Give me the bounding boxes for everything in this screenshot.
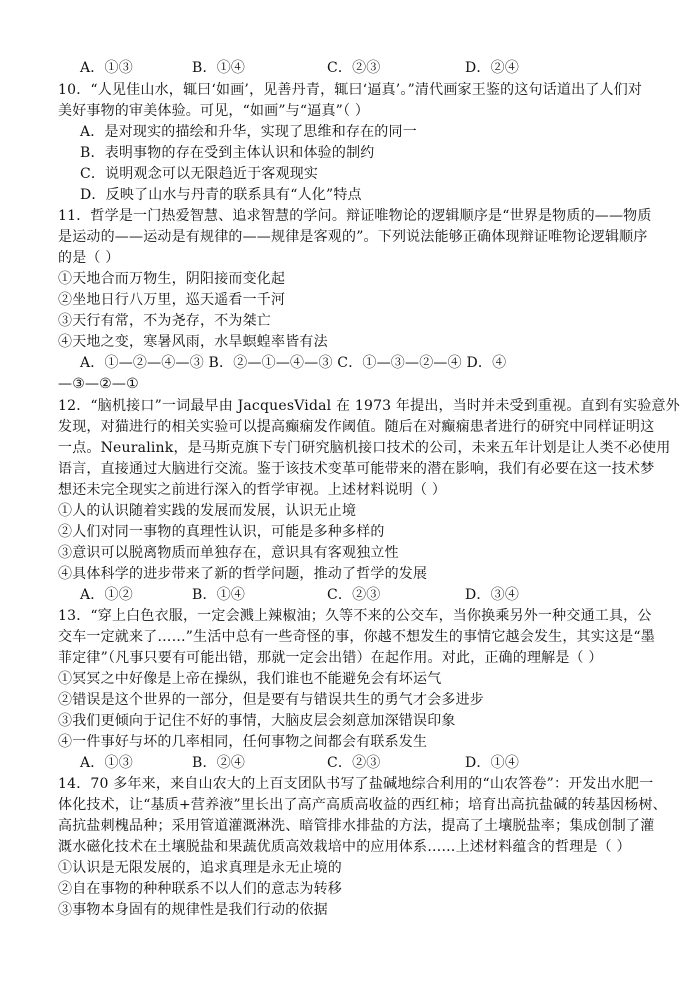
q12-option-d[interactable]: D．③④: [465, 587, 520, 603]
q12-item-1: ①人的认识随着实践的发展而发展，认识无止境: [58, 503, 357, 519]
q12-options: [80, 585, 640, 606]
q12-stem-line-5: 想还未完全现实之前进行深入的哲学审视。上述材料说明（ ）: [58, 482, 447, 498]
q13-item-1: ①冥冥之中好像是上帝在操纵，我们谁也不能避免会有坏运气: [58, 671, 442, 687]
q9-options: [80, 58, 640, 79]
q14-item-3: ③事物本身固有的规律性是我们行动的依据: [58, 902, 328, 918]
q11-stem-line-1: 11．哲学是一门热爱智慧、追求智慧的学问。辩证唯物论的逻辑顺序是“世界是物质的——物质: [58, 208, 652, 224]
q13-option-c[interactable]: C．②③: [327, 755, 381, 771]
q13-option-d[interactable]: D．①④: [465, 755, 520, 771]
q13-stem-line-1: 13．“穿上白色衣服，一定会溅上辣椒油；久等不来的公交车，当你换乘另外一种交通工具，公: [58, 608, 652, 624]
q12-stem-line-3: 一点。Neuralink，是马斯克旗下专门研究脑机接口技术的公司，未来五年计划是让人类不必使用: [58, 440, 671, 456]
q9-option-c[interactable]: C．②③: [327, 60, 381, 76]
q13-stem-line-2: 交车一定就来了……”生活中总有一些奇怪的事，你越不想发生的事情它越会发生，其实这是“墨: [58, 629, 655, 645]
q12-item-2: ②人们对同一事物的真理性认识，可能是多种多样的: [58, 524, 385, 540]
q13-item-2: ②错误是这个世界的一部分，但是要有与错误共生的勇气才会多进步: [58, 692, 484, 708]
q11-options-line-2[interactable]: —③—②—①: [58, 376, 139, 392]
q12-stem-line-1: 12．“脑机接口”一词最早由 JacquesVidal 在 1973 年提出，当时并未受到重视。直到有实验意外: [58, 398, 680, 414]
q13-item-4: ④一件事好与坏的几率相同，任何事物之间都会有联系发生: [58, 734, 428, 750]
q13-option-a[interactable]: A．①③: [80, 755, 133, 771]
q11-stem-line-3: 的是（ ）: [58, 250, 120, 266]
q14-stem-line-4: 溉水磁化技术在土壤脱盐和果蔬优质高效栽培中的应用体系……上述材料蕴含的哲理是（ ）: [58, 839, 631, 855]
q11-item-2: ②坐地日行八万里，巡天遥看一千河: [58, 292, 286, 308]
q10-stem-line-2: 美好事物的审美体验。可见，“如画”与“逼真”（ ）: [58, 103, 370, 119]
q9-option-a[interactable]: A．①③: [80, 60, 133, 76]
q12-option-c[interactable]: C．②③: [327, 587, 381, 603]
q10-stem-line-1: 10．“人见佳山水，辄曰‘如画’，见善丹青，辄曰‘逼真’。”清代画家王鉴的这句话道出了人们对: [58, 82, 643, 98]
q9-option-d[interactable]: D．②④: [465, 60, 520, 76]
q11-item-3: ③天行有常，不为尧存，不为桀亡: [58, 313, 271, 329]
q12-item-3: ③意识可以脱离物质而单独存在，意识具有客观独立性: [58, 545, 399, 561]
q10-choice-d[interactable]: D．反映了山水与丹青的联系具有“人化”特点: [80, 187, 362, 203]
q14-stem-line-2: 体化技术，让“基质+营养液”里长出了高产高质高收益的西红柿；培育出高抗盐碱的转基因杨树、: [58, 797, 667, 813]
q10-choice-b[interactable]: B．表明事物的存在受到主体认识和体验的制约: [80, 145, 375, 161]
q11-stem-line-2: 是运动的——运动是有规律的——规律是客观的”。下列说法能够正确体现辩证唯物论逻辑顺序: [58, 229, 648, 245]
q12-option-a[interactable]: A．①②: [80, 587, 133, 603]
q13-stem-line-3: 菲定律”（凡事只要有可能出错，那就一定会出错）在起作用。对此，正确的理解是（ ）: [58, 650, 603, 666]
q14-item-1: ①认识是无限发展的，追求真理是永无止境的: [58, 860, 342, 876]
q9-option-b[interactable]: B．①④: [192, 60, 246, 76]
q11-options-line-1[interactable]: A．①—②—④—③ B．②—①—④—③ C．①—③—②—④ D．④: [80, 355, 507, 371]
q11-item-4: ④天地之变，寒暑风雨，水旱螟蝗率皆有法: [58, 334, 328, 350]
q12-stem-line-4: 语言，直接通过大脑进行交流。鉴于该技术变革可能带来的潜在影响，我们有必要在这一技术梦: [58, 461, 655, 477]
q11-item-1: ①天地合而万物生，阴阳接而变化起: [58, 271, 286, 287]
q12-stem-line-2: 发现，对猫进行的相关实验可以提高癫痫发作阈值。随后在对癫痫患者进行的研究中同样证明这: [58, 419, 655, 435]
q10-choice-c[interactable]: C．说明观念可以无限趋近于客观现实: [80, 166, 319, 182]
q12-item-4: ④具体科学的进步带来了新的哲学问题，推动了哲学的发展: [58, 566, 428, 582]
q13-option-b[interactable]: B．②④: [192, 755, 246, 771]
q14-stem-line-3: 高抗盐刺槐品种；采用管道灌溉淋洗、暗管排水排盐的方法，提高了土壤脱盐率；集成创制了灌: [58, 818, 655, 834]
q13-options: [80, 753, 640, 774]
q12-option-b[interactable]: B．①④: [192, 587, 246, 603]
q13-item-3: ③我们更倾向于记住不好的事情，大脑皮层会刻意加深错误印象: [58, 713, 456, 729]
q14-item-2: ②自在事物的种种联系不以人们的意志为转移: [58, 881, 342, 897]
q14-stem-line-1: 14．70 多年来，来自山农大的上百支团队书写了盐碱地综合利用的“山农答卷”：开发出水肥一: [58, 776, 654, 792]
q10-choice-a[interactable]: A．是对现实的描绘和升华，实现了思维和存在的同一: [80, 124, 417, 140]
